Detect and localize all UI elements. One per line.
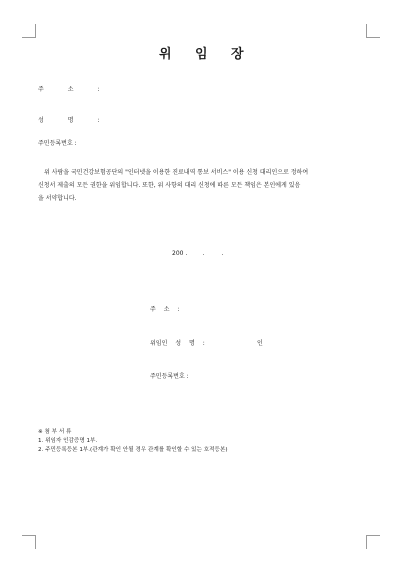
seal-mark: 인	[257, 340, 263, 347]
statement-line-3: 을 서약합니다.	[38, 195, 77, 202]
delegate-resident-number-label: 주민등록번호 :	[150, 373, 189, 380]
document-title-char-3: 장	[231, 47, 244, 62]
statement-line-2: 신청서 제출의 모든 권한을 위임합니다. 또한, 위 사항의 대리 신청에 따른 모든 책임은 본인에게 있음	[38, 182, 301, 189]
crop-mark-bottom-left-h	[22, 535, 36, 536]
crop-mark-bottom-left-v	[35, 535, 36, 549]
delegate-name-label: 위임인 성 명 :	[150, 340, 205, 347]
statement-line-1: 위 사람을 국민건강보험공단의 "인터넷을 이용한 진료내역 통보 서비스" 이용 신청 대리인으로 정하여	[44, 169, 309, 176]
crop-mark-top-right-v	[366, 24, 367, 38]
crop-mark-bottom-right-h	[366, 535, 380, 536]
date-line: 200 . . .	[172, 250, 224, 257]
document-title-char-2: 임	[195, 47, 208, 62]
attachment-item-1: 1. 위임자 인감증명 1부.	[38, 438, 98, 444]
delegator-address-label: 주 소 :	[38, 86, 100, 93]
document-title-char-1: 위	[159, 47, 172, 62]
crop-mark-top-left-h	[22, 37, 36, 38]
crop-mark-bottom-right-v	[366, 535, 367, 549]
attachments-heading: ※ 첨 부 서 류	[38, 429, 72, 435]
delegation-statement	[38, 166, 368, 205]
delegate-address-label: 주 소 :	[150, 306, 180, 313]
delegator-name-label: 성 명 :	[38, 117, 100, 124]
crop-mark-top-right-h	[366, 37, 380, 38]
delegator-resident-number-label: 주민등록번호 :	[38, 140, 77, 147]
crop-mark-top-left-v	[35, 24, 36, 38]
attachment-item-2: 2. 주민등록등본 1부.(관계가 확인 안될 경우 관계를 확인할 수 있는 호적등본)	[38, 447, 228, 453]
